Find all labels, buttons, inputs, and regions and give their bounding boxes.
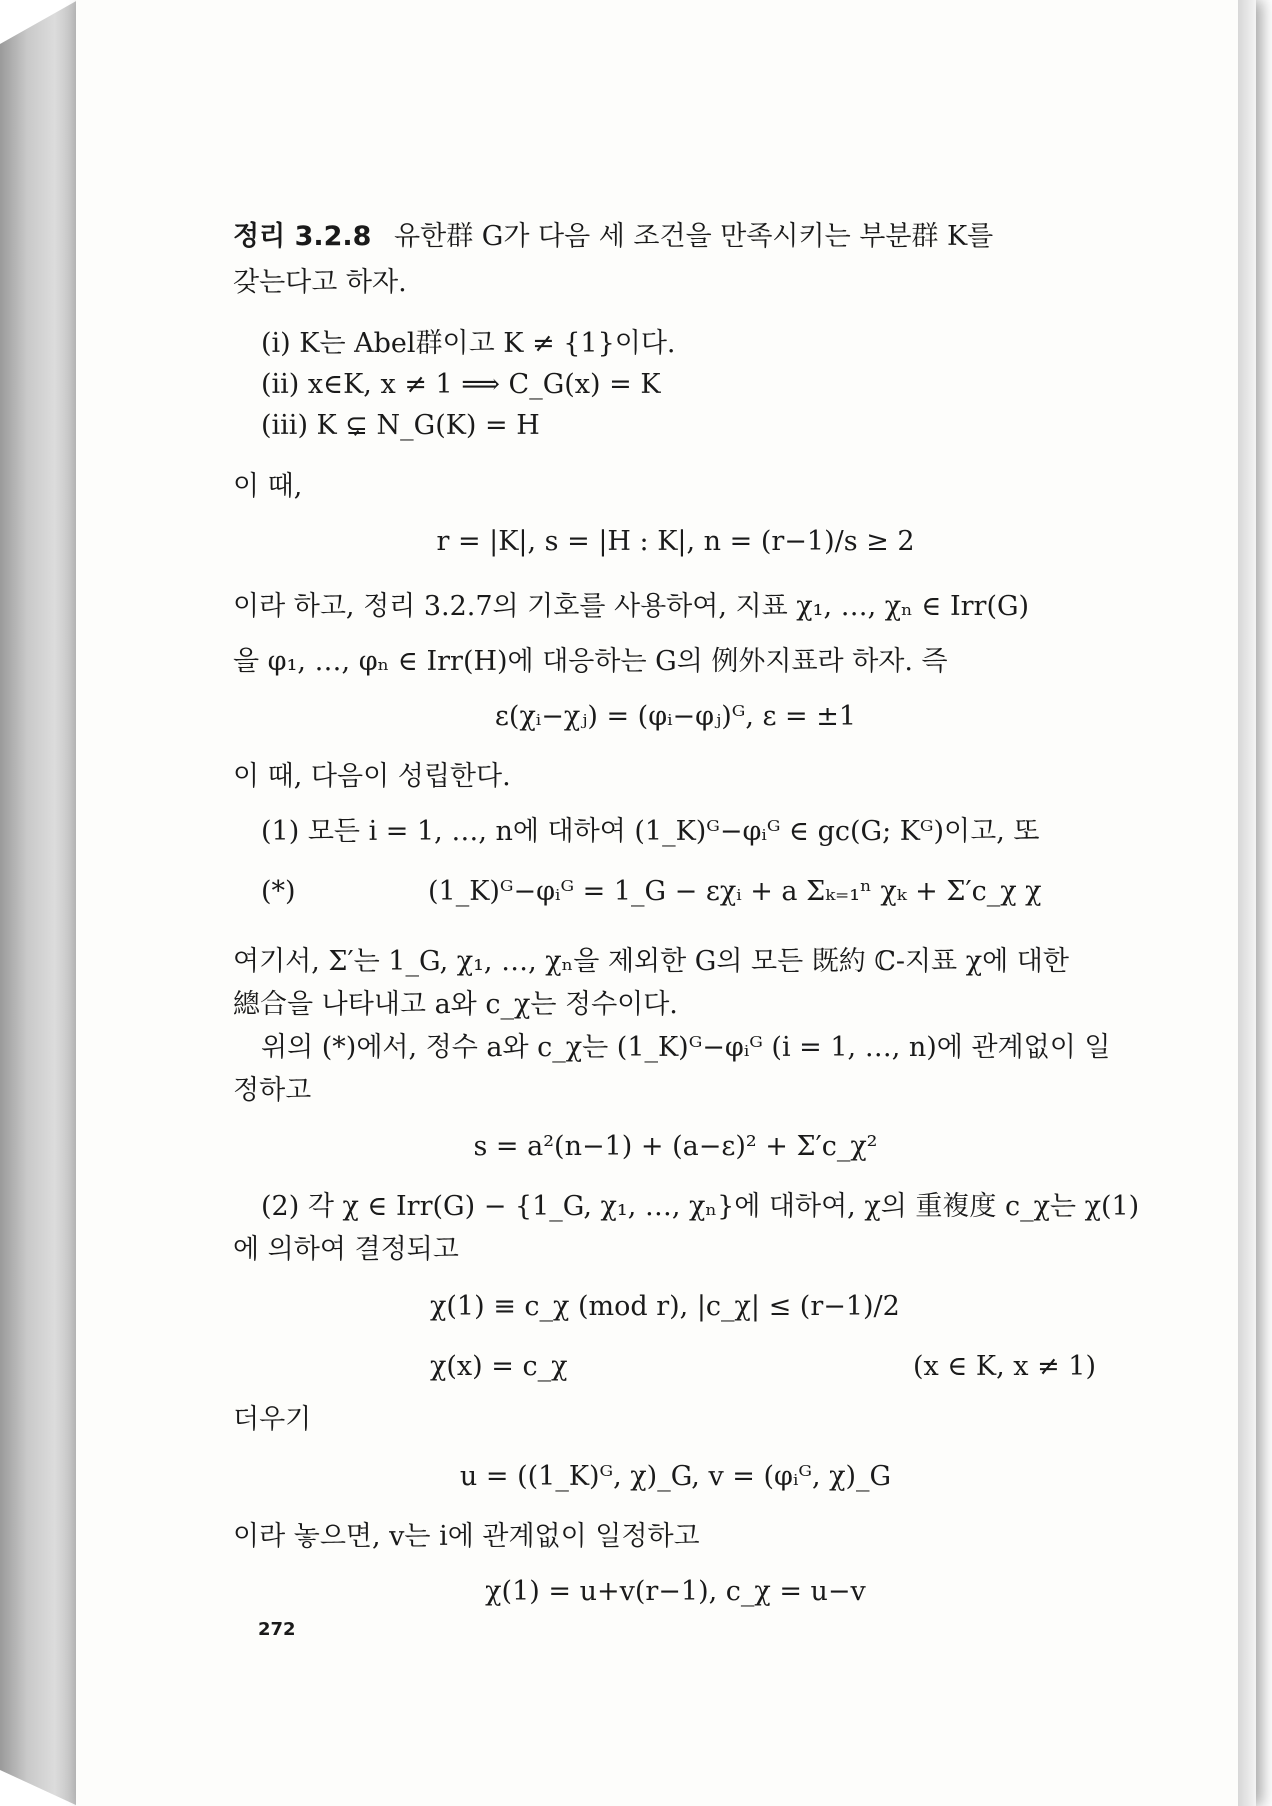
paragraph-define-1: 이라 하고, 정리 3.2.7의 기호를 사용하여, 지표 χ₁, …, χₙ ∈ Irr(G) bbox=[233, 591, 1030, 622]
condition-ii: (ii) x∈K, x ≠ 1 ⟹ C_G(x) = K bbox=[261, 369, 661, 400]
paragraph-above-1: 위의 (*)에서, 정수 a와 c_χ는 (1_K)ᴳ−φᵢᴳ (i = 1, …, n)에 관계없이 일 bbox=[261, 1032, 1111, 1063]
paragraph-put: 이라 놓으면, v는 i에 관계없이 일정하고 bbox=[233, 1521, 700, 1552]
equation-uv: u = ((1_K)ᴳ, χ)_G, v = (φᵢᴳ, χ)_G bbox=[459, 1461, 892, 1492]
item-2-line-1: (2) 각 χ ∈ Irr(G) − {1_G, χ₁, …, χₙ}에 대하여, χ의 重複度 c_χ는 χ(1) bbox=[261, 1191, 1140, 1222]
equation-star: (1_K)ᴳ−φᵢᴳ = 1_G − εχᵢ + a Σₖ₌₁ⁿ χₖ + Σ′c_χ χ bbox=[428, 876, 1042, 907]
paragraph-here-1: 여기서, Σ′는 1_G, χ₁, …, χₙ을 제외한 G의 모든 既約 ℂ-지표 χ에 대한 bbox=[233, 946, 1069, 977]
theorem-heading: 정리 3.2.8 bbox=[233, 221, 372, 252]
page-edge bbox=[1238, 0, 1256, 1806]
star-label: (*) bbox=[261, 876, 296, 907]
moreover: 더우기 bbox=[233, 1404, 312, 1435]
book-spine bbox=[0, 0, 78, 1806]
equation-s: s = a²(n−1) + (a−ε)² + Σ′c_χ² bbox=[473, 1131, 878, 1162]
item-2-line-2: 에 의하여 결정되고 bbox=[233, 1234, 459, 1265]
theorem-line-1 bbox=[233, 218, 993, 256]
equation-chi-x: χ(x) = c_χ bbox=[430, 1351, 568, 1382]
equation-mod: χ(1) ≡ c_χ (mod r), |c_χ| ≤ (r−1)/2 bbox=[430, 1291, 900, 1322]
page-number: 272 bbox=[258, 1619, 296, 1640]
paragraph-above-2: 정하고 bbox=[233, 1075, 312, 1106]
condition-i: (i) K는 Abel群이고 K ≠ {1}이다. bbox=[261, 328, 676, 359]
at-this-time: 이 때, bbox=[233, 471, 303, 502]
equation-final: χ(1) = u+v(r−1), c_χ = u−v bbox=[485, 1576, 866, 1607]
item-1: (1) 모든 i = 1, …, n에 대하여 (1_K)ᴳ−φᵢᴳ ∈ gc(G; Kᴳ)이고, 또 bbox=[261, 816, 1040, 847]
theorem-intro: 유한群 G가 다음 세 조건을 만족시키는 부분群 K를 bbox=[394, 221, 994, 252]
equation-rsn: r = |K|, s = |H : K|, n = (r−1)/s ≥ 2 bbox=[436, 526, 915, 557]
paragraph-define-2: 을 φ₁, …, φₙ ∈ Irr(H)에 대응하는 G의 例外지표라 하자. 즉 bbox=[233, 646, 948, 677]
theorem-intro-2: 갖는다고 하자. bbox=[233, 267, 407, 298]
paragraph-here-2: 總合을 나타내고 a와 c_χ는 정수이다. bbox=[233, 989, 678, 1020]
equation-chi-x-condition: (x ∈ K, x ≠ 1) bbox=[913, 1351, 1096, 1382]
equation-exceptional: ε(χᵢ−χⱼ) = (φᵢ−φⱼ)ᴳ, ε = ±1 bbox=[494, 701, 857, 732]
then-holds: 이 때, 다음이 성립한다. bbox=[233, 761, 511, 792]
condition-iii: (iii) K ⊊ N_G(K) = H bbox=[261, 410, 540, 441]
